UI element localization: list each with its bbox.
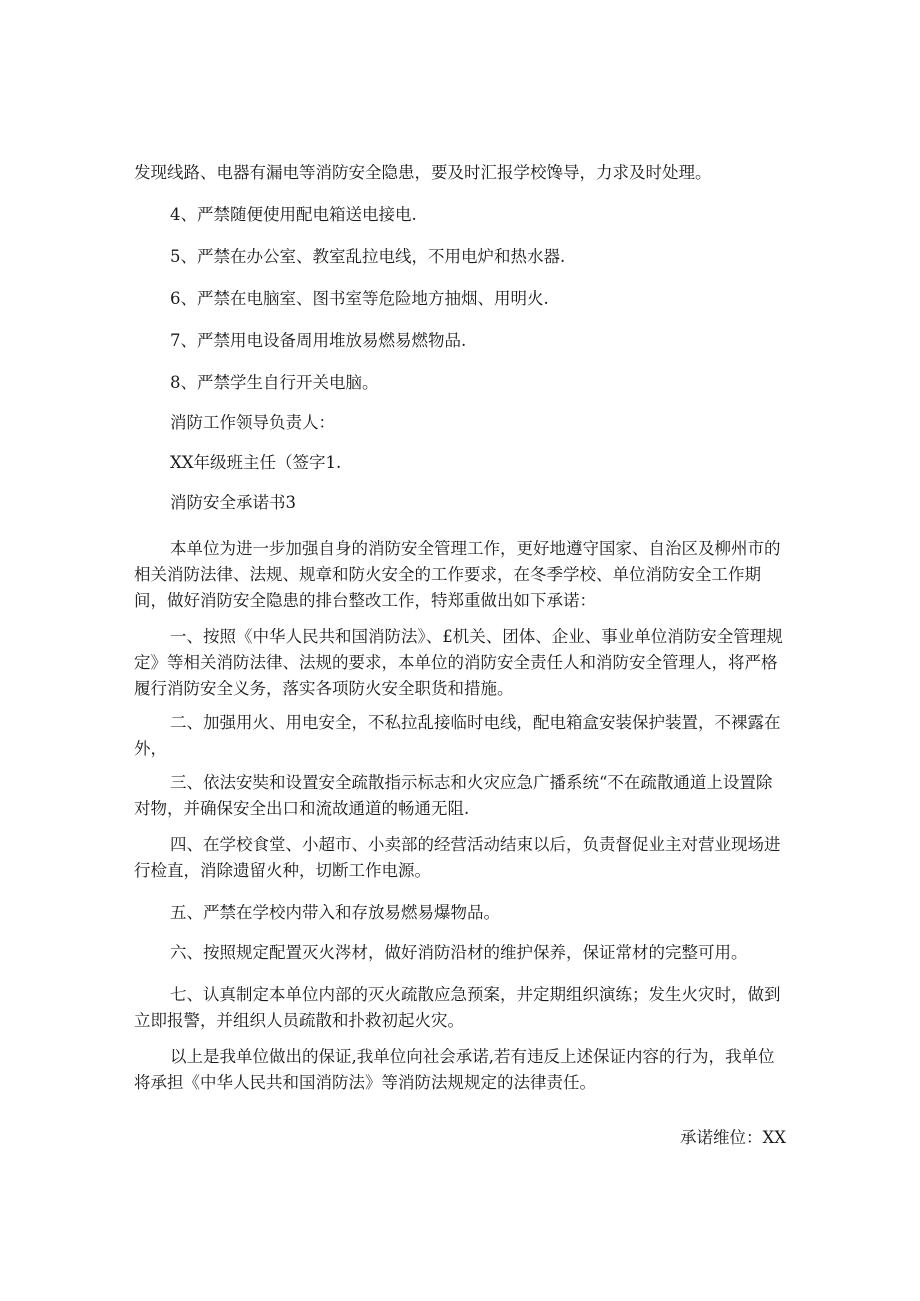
pledge-item: 三、依法安奘和设置安全疏散指示标志和火灾应急广播系统“不在疏散通道上设置除对物，并确保安全出口和流故通道的畅通无阻. xyxy=(134,773,773,818)
section-title: 消防安全承诺书3 xyxy=(170,493,296,512)
signature-label: XX年级班主任（签字1. xyxy=(170,453,342,472)
rule-item: 4、严禁随便使用配电箱送电接电. xyxy=(170,205,417,224)
rule-item: 7、严禁用电设备周用堆放易燃易燃物品. xyxy=(170,331,467,350)
rule-item: 5、严禁在办公室、教室乱拉电线，不用电炉和热水器. xyxy=(170,247,566,266)
closing-paragraph: 以上是我单位做出的保证,我单位向社会承诺,若有违反上述保证内容的行为，我单位将承担《中华人民共和国消防法》等消防法规规定的法律责任。 xyxy=(134,1047,775,1092)
rule-item: 8、严禁学生自行开关电脑。 xyxy=(170,373,379,392)
signer-line: 承诺维位：XX xyxy=(680,1127,786,1147)
pledge-item: 五、严禁在学校内带入和存放易燃易爆物品。 xyxy=(170,903,500,922)
intro-paragraph: 本单位为进一步加强自身的消防安全管理工作，更好地遵守国家、自治区及柳州市的相关消防法律、法规、规章和防火安全的工作要求，在冬季学校、单位消防安全工作期间，做好消防安全隐患的排台整改工作，特郑重做出如下承诺： xyxy=(134,539,781,610)
pledge-item: 四、在学校食堂、小超市、小卖部的经营活动结束以后，负责督促业主对营业现场进行检直，消除遗留火种，切断工作电源。 xyxy=(134,835,781,880)
rule-item: 6、严禁在电脑室、图书室等危险地方抽烟、用明火. xyxy=(170,289,549,308)
pledge-item: 七、认真制定本单位内部的灭火疏散应急预案，井定期组织演练；发生火灾时，做到立即报警，并组织人员疏散和扑救初起火灾。 xyxy=(134,985,781,1030)
pledge-item: 六、按照规定配置灭火涔材，做好消防沿材的维护保养，保证常材的完整可用。 xyxy=(170,943,748,962)
paragraph-continuation: 发现线路、电器有漏电等消防安全隐患，要及时汇报学校馋导，力求及时处理。 xyxy=(134,163,712,182)
leader-label: 消防工作领导负责人： xyxy=(170,413,335,432)
pledge-item: 二、加强用火、用电安全，不私拉乱接临时电线，配电箱盒安装保护装置，不裸露在外， xyxy=(134,713,781,758)
pledge-item: 一、按照《中华人民共和国消防法》、£机关、团体、企业、事业单位消防安全管理规定》等相关消防法律、法规的要求，本单位的消防安全责任人和消防安全管理人，将严格履行消防安全义务，落实各项防火安全职货和措施。 xyxy=(134,627,783,698)
